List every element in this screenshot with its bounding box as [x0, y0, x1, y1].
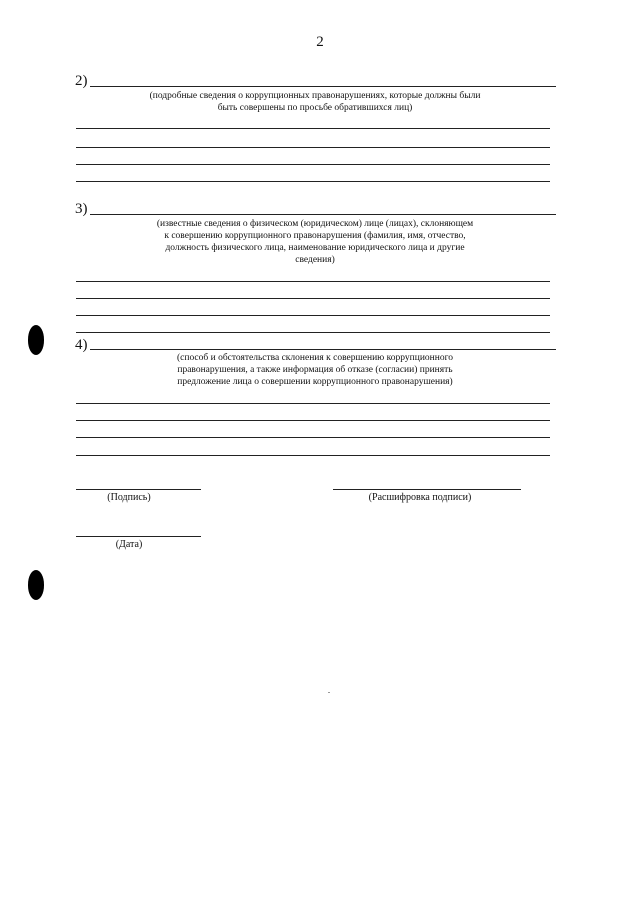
section-2-caption: [100, 90, 530, 114]
section-3-entry-line[interactable]: [90, 214, 556, 215]
date-label: (Дата): [115, 539, 143, 550]
caption-line: должность физического лица, наименование юридического лица и другие: [165, 243, 465, 253]
entry-line[interactable]: [76, 332, 550, 333]
caption-line: предложение лица о совершении коррупционного правонарушения): [177, 377, 453, 387]
signature-label: (Подпись): [107, 492, 151, 503]
entry-line[interactable]: [76, 281, 550, 282]
section-4-entry-line[interactable]: [90, 349, 556, 350]
entry-line[interactable]: [76, 181, 550, 182]
entry-line[interactable]: [76, 420, 550, 421]
entry-line[interactable]: [76, 147, 550, 148]
signature-decoding-label: (Расшифровка подписи): [368, 492, 472, 503]
signature-decoding-line[interactable]: [333, 489, 521, 490]
caption-line: (способ и обстоятельства склонения к совершению коррупционного: [176, 353, 453, 363]
caption-line: (подробные сведения о коррупционных правонарушениях, которые должны были: [149, 91, 481, 101]
page-number: 2: [316, 34, 324, 50]
entry-line[interactable]: [76, 403, 550, 404]
section-number: 4): [75, 337, 88, 353]
entry-line[interactable]: [76, 437, 550, 438]
caption-line: сведения): [295, 255, 335, 265]
section-2-entry-line[interactable]: [90, 86, 556, 87]
entry-line[interactable]: [76, 455, 550, 456]
section-4-caption: [100, 352, 530, 388]
caption-line: быть совершены по просьбе обратившихся лиц): [217, 103, 413, 113]
punch-hole-icon: [28, 570, 44, 600]
entry-line[interactable]: [76, 128, 550, 129]
section-number: 2): [75, 73, 88, 89]
entry-line[interactable]: [76, 298, 550, 299]
signature-line[interactable]: [76, 489, 201, 490]
scan-speck: [328, 692, 330, 693]
punch-hole-icon: [28, 325, 44, 355]
entry-line[interactable]: [76, 164, 550, 165]
section-number: 3): [75, 201, 88, 217]
date-line[interactable]: [76, 536, 201, 537]
caption-line: правонарушения, а также информация об отказе (согласии) принять: [177, 365, 453, 375]
section-3-caption: [100, 218, 530, 266]
caption-line: к совершению коррупционного правонарушения (фамилия, имя, отчество,: [164, 231, 466, 241]
entry-line[interactable]: [76, 315, 550, 316]
caption-line: (известные сведения о физическом (юридическом) лице (лицах), склоняющем: [156, 219, 474, 229]
